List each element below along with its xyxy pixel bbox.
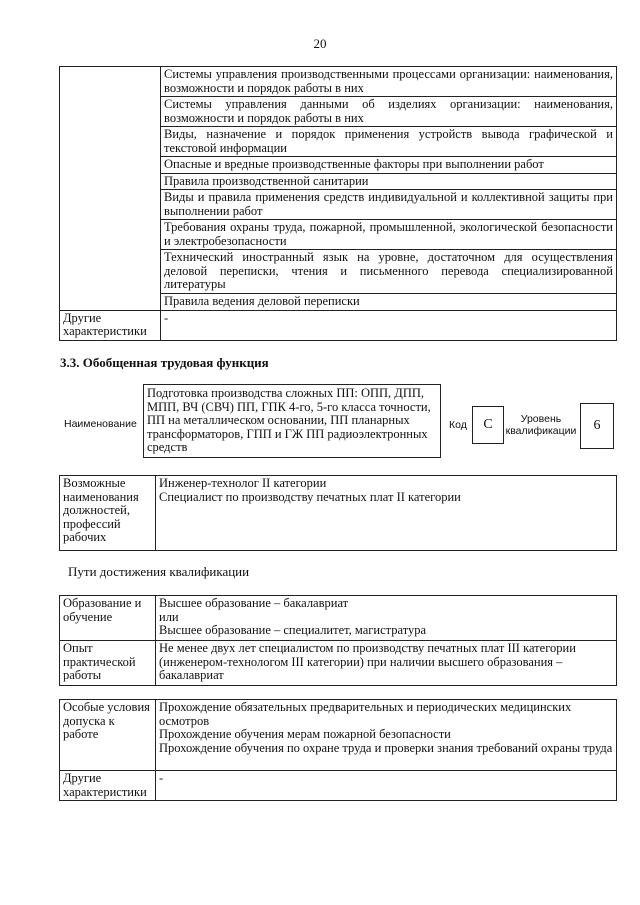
table-row: Виды и правила применения средств индивидуальной и коллективной защиты при выполнении работ [161, 190, 617, 220]
education-table [59, 595, 617, 686]
list-item: Прохождение обучения по охране труда и проверки знания требований охраны труда [159, 740, 613, 755]
list-item: Прохождение обучения мерам пожарной безопасности [159, 727, 451, 741]
conditions-values [156, 700, 617, 771]
table-row: Системы управления данными об изделиях организации: наименования, возможности и порядок работы в них [161, 97, 617, 127]
other-label: Другие характеристики [60, 310, 161, 340]
list-item: Специалист по производству печатных плат II категории [159, 489, 461, 504]
list-item: Высшее образование – специалитет, магистратура [159, 623, 427, 637]
level-label: Уровень квалификации [505, 413, 577, 437]
section-title: 3.3. Обобщенная трудовая функция [60, 355, 269, 370]
conditions-label: Особые условия допуска к работе [60, 700, 156, 771]
list-item: Инженер-технолог II категории [159, 476, 327, 490]
positions-label: Возможные наименования должностей, профессий рабочих [60, 476, 156, 551]
table-row: Опасные и вредные производственные факторы при выполнении работ [161, 157, 617, 174]
positions-table [59, 475, 617, 551]
list-item: Прохождение обязательных предварительных и периодических медицинских осмотров [159, 700, 572, 728]
experience-value: Не менее двух лет специалистом по производству печатных плат III категории (инженером-технологом III категории) при наличии высшего образования – бакалавриат [156, 641, 617, 686]
paths-title: Пути достижения квалификации [68, 564, 250, 579]
function-name: Подготовка производства сложных ПП: ОПП, ДПП, МПП, ВЧ (СВЧ) ПП, ГПК 4-го, 5-го класса точности, ПП на металлическом основании, ПП планарных трансформаторов, ГПП и ГЖ ПП радиоэлектронных средств [143, 384, 441, 458]
page-number: 20 [313, 36, 327, 51]
table-row: Правила ведения деловой переписки [161, 294, 617, 311]
table-row: Виды, назначение и порядок применения устройств вывода графической и текстовой информации [161, 127, 617, 157]
table-row: Технический иностранный язык на уровне, достаточном для осуществления деловой переписки, чтения и письменного перевода специализированной литературы [161, 250, 617, 294]
table-row: Правила производственной санитарии [161, 173, 617, 190]
other-label: Другие характеристики [60, 771, 156, 801]
level-value: 6 [580, 403, 614, 449]
knowledge-table [59, 66, 617, 341]
table-row: Системы управления производственными процессами организации: наименования, возможности и порядок работы в них [161, 67, 617, 97]
table-row: Требования охраны труда, пожарной, промышленной, экологической безопасности и электробезопасности [161, 220, 617, 250]
other-value: - [161, 310, 617, 340]
code-label: Код [449, 419, 467, 431]
education-values [156, 596, 617, 641]
list-item: Высшее образование – бакалавриат [159, 596, 349, 610]
name-label: Наименование [64, 418, 137, 430]
empty-cell [60, 67, 161, 311]
code-value: C [472, 406, 504, 444]
experience-label: Опыт практической работы [60, 641, 156, 686]
conditions-table [59, 699, 617, 801]
list-item: или [159, 609, 179, 624]
positions-values [156, 476, 617, 551]
other-value: - [156, 771, 617, 801]
education-label: Образование и обучение [60, 596, 156, 641]
